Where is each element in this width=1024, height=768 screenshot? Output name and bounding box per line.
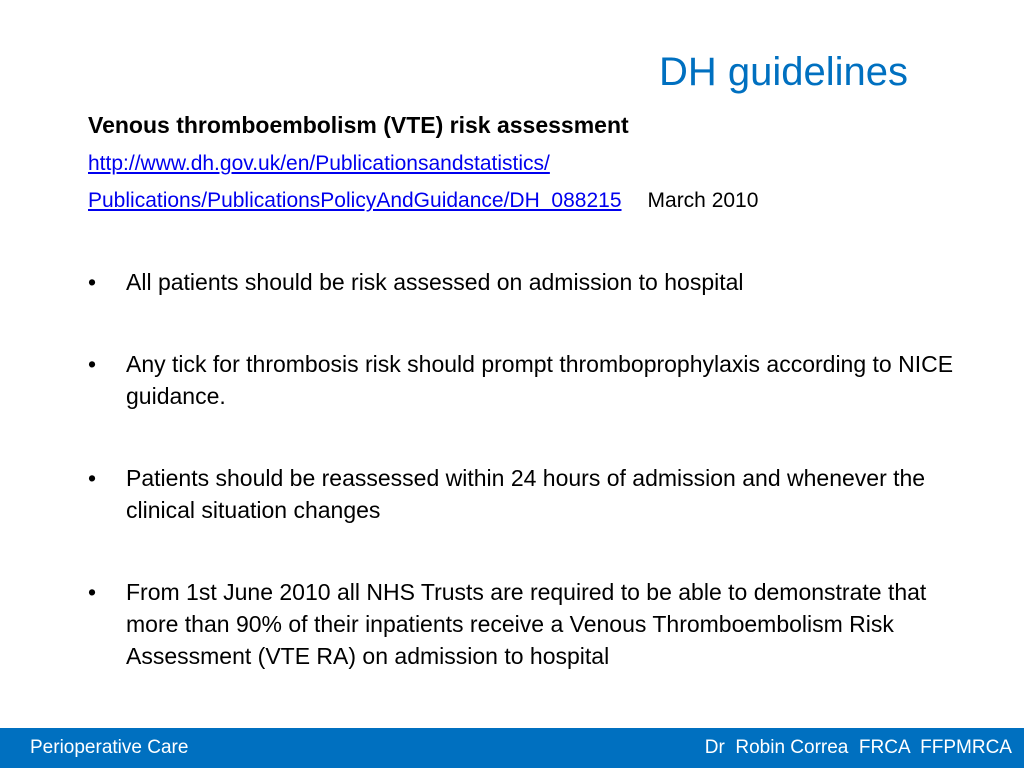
slide-title: DH guidelines xyxy=(658,50,908,94)
publication-date: March 2010 xyxy=(647,189,759,212)
reference-link-part-2[interactable]: Publications/PublicationsPolicyAndGuidance/DH_088215 xyxy=(88,189,622,212)
footer-author: Dr Robin Correa FRCA FFPMRCA xyxy=(704,737,1012,758)
reference-link-line-2 xyxy=(88,188,758,213)
bullet-icon: • xyxy=(88,465,97,491)
bullet-text: Any tick for thrombosis risk should prompt thromboprophylaxis according to NICE guidance. xyxy=(126,351,954,409)
bullet-text: Patients should be reassessed within 24 hours of admission and whenever the clinical situation changes xyxy=(126,465,926,523)
bullet-text: From 1st June 2010 all NHS Trusts are required to be able to demonstrate that more than 90% of their inpatients receive a Venous Thromboembolism Risk Assessment (VTE RA) on admission to hospital xyxy=(126,579,927,669)
reference-link-line-1 xyxy=(88,151,550,176)
bullet-icon: • xyxy=(88,351,97,377)
bullet-icon: • xyxy=(88,579,97,605)
bullet-item xyxy=(88,576,968,672)
bullet-item xyxy=(88,462,968,526)
bullet-list xyxy=(88,266,968,722)
bullet-item xyxy=(88,348,968,412)
slide-subtitle: Venous thromboembolism (VTE) risk assessment xyxy=(88,112,629,138)
bullet-icon: • xyxy=(88,269,97,295)
bullet-text: All patients should be risk assessed on admission to hospital xyxy=(126,269,744,295)
reference-link-part-1[interactable]: http://www.dh.gov.uk/en/Publicationsandstatistics/ xyxy=(88,152,550,175)
bullet-item xyxy=(88,266,968,298)
footer-course: Perioperative Care xyxy=(30,737,189,758)
footer-bar xyxy=(0,728,1024,768)
